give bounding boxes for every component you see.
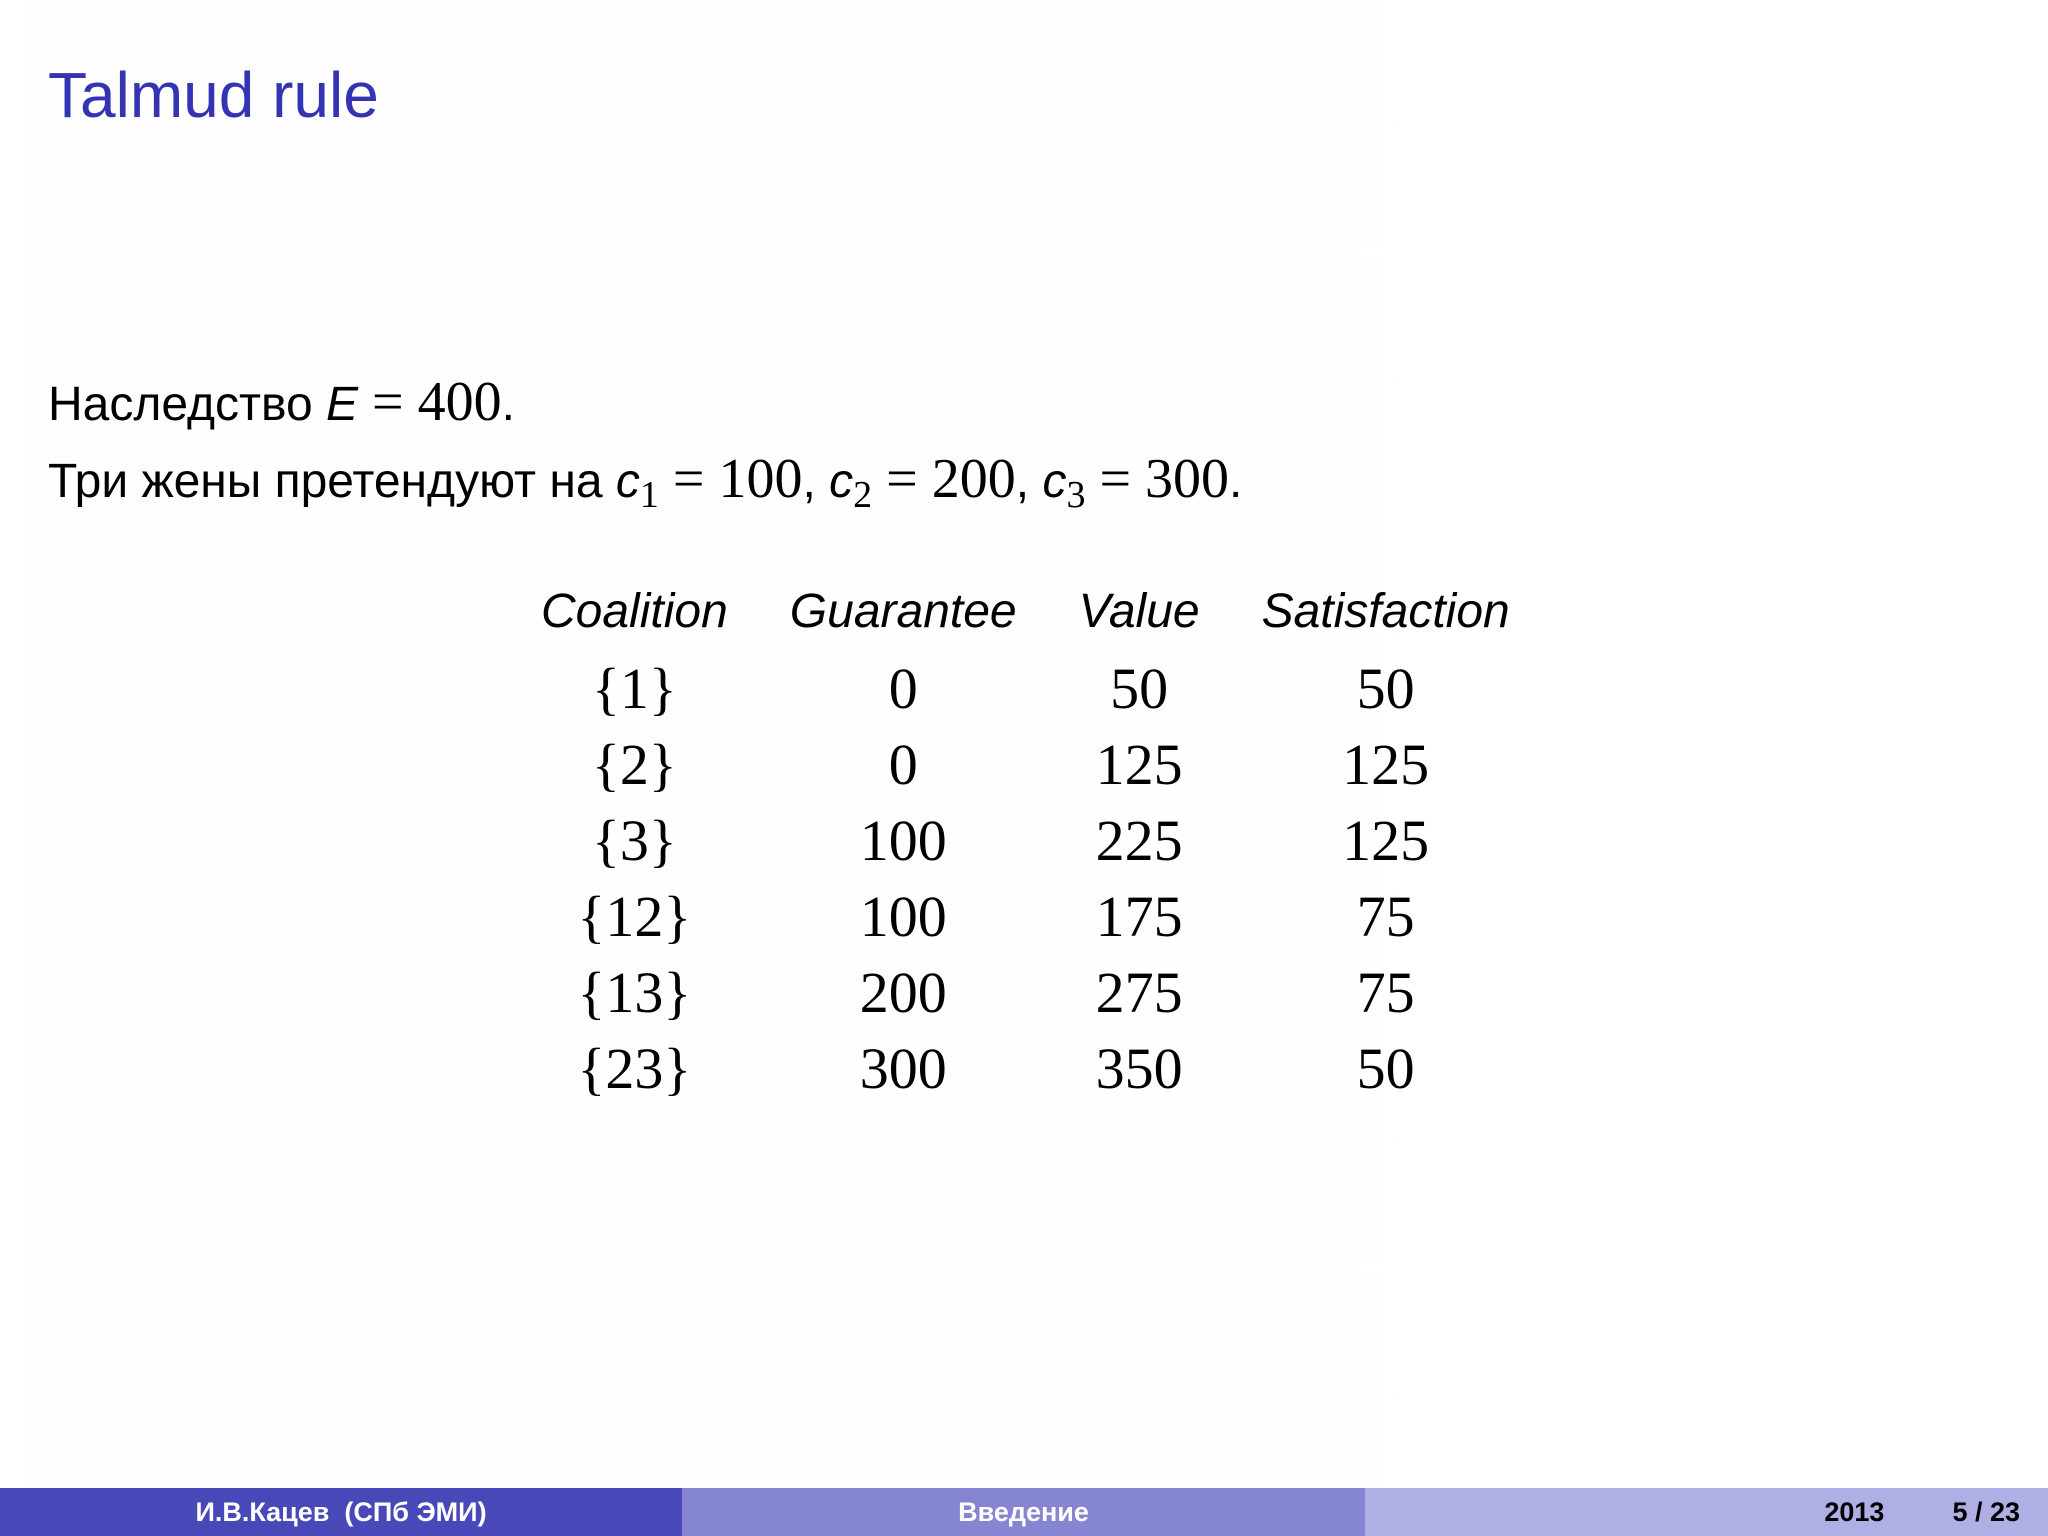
claim-2 [829,448,1030,516]
cell-guarantee: 200 [859,959,947,1025]
cell-guarantee: 0 [888,655,918,721]
estate-line [48,370,515,434]
cell-satisfaction: 75 [1356,883,1415,949]
footer-bar [0,1488,2048,1536]
claim-3-value: 300 [1145,448,1230,510]
claim-3-eq: = [1099,448,1132,510]
table-row [510,802,1541,878]
footer-section [682,1488,1365,1536]
cell-coalition: {2} [592,731,677,797]
header-satisfaction: Satisfaction [1261,584,1510,638]
footer-page-number: 5 / 23 [1952,1496,2020,1527]
header-value: Value [1078,584,1200,638]
claim-1-sub: 1 [639,474,659,516]
claim-2-value: 200 [931,448,1016,510]
table-row [510,878,1541,954]
cell-value: 125 [1095,731,1183,797]
footer-section-text: Введение [958,1496,1089,1527]
cell-coalition: {1} [592,655,677,721]
cell-coalition: {13} [577,959,692,1025]
claim-2-eq: = [886,448,918,510]
estate-text: Наследство [48,378,313,431]
cell-guarantee: 100 [859,807,947,873]
estate-eq: = [372,371,404,433]
table-row [510,1030,1541,1106]
cell-satisfaction: 75 [1356,959,1415,1025]
footer-author [0,1488,682,1536]
cell-value: 275 [1095,959,1183,1025]
claim-1-sep: , [802,455,816,508]
footer-author-text: И.В.Кацев (СПб ЭМИ) [195,1496,487,1527]
footer-meta [1365,1488,2048,1536]
claims-text: Три жены претендуют на [48,455,603,508]
table-header-row [510,572,1541,650]
claim-2-sep: , [1015,455,1030,508]
cell-coalition: {3} [592,807,677,873]
estate-end: . [501,378,515,431]
header-coalition: Coalition [541,584,728,638]
cell-guarantee: 0 [888,731,918,797]
table-row [510,954,1541,1030]
cell-value: 350 [1095,1035,1183,1101]
table-row [510,726,1541,802]
cell-guarantee: 300 [859,1035,947,1101]
claim-2-var: c [829,455,854,508]
claim-1 [615,448,816,516]
cell-coalition: {23} [577,1035,692,1101]
cell-satisfaction: 125 [1342,807,1430,873]
estate-var: E [326,378,359,431]
footer-year: 2013 [1824,1496,1885,1527]
claim-2-sub: 2 [853,474,873,516]
claim-3-sub: 3 [1066,474,1086,516]
claim-1-eq: = [672,448,705,510]
cell-satisfaction: 50 [1356,1035,1415,1101]
claims-line [48,447,1243,516]
claim-3-var: c [1042,455,1067,508]
cell-satisfaction: 50 [1356,655,1415,721]
table-row [510,650,1541,726]
coalition-table [510,572,1541,1106]
cell-guarantee: 100 [859,883,947,949]
estate-value: 400 [417,371,502,433]
cell-value: 50 [1110,655,1169,721]
claim-3-sep: . [1229,455,1243,508]
claim-1-var: c [615,455,640,508]
cell-satisfaction: 125 [1342,731,1430,797]
slide-title: Talmud rule [48,59,379,131]
header-guarantee: Guarantee [789,584,1017,638]
cell-value: 175 [1095,883,1183,949]
cell-coalition: {12} [577,883,692,949]
claim-1-value: 100 [718,448,803,510]
claim-3 [1042,448,1243,516]
cell-value: 225 [1095,807,1183,873]
